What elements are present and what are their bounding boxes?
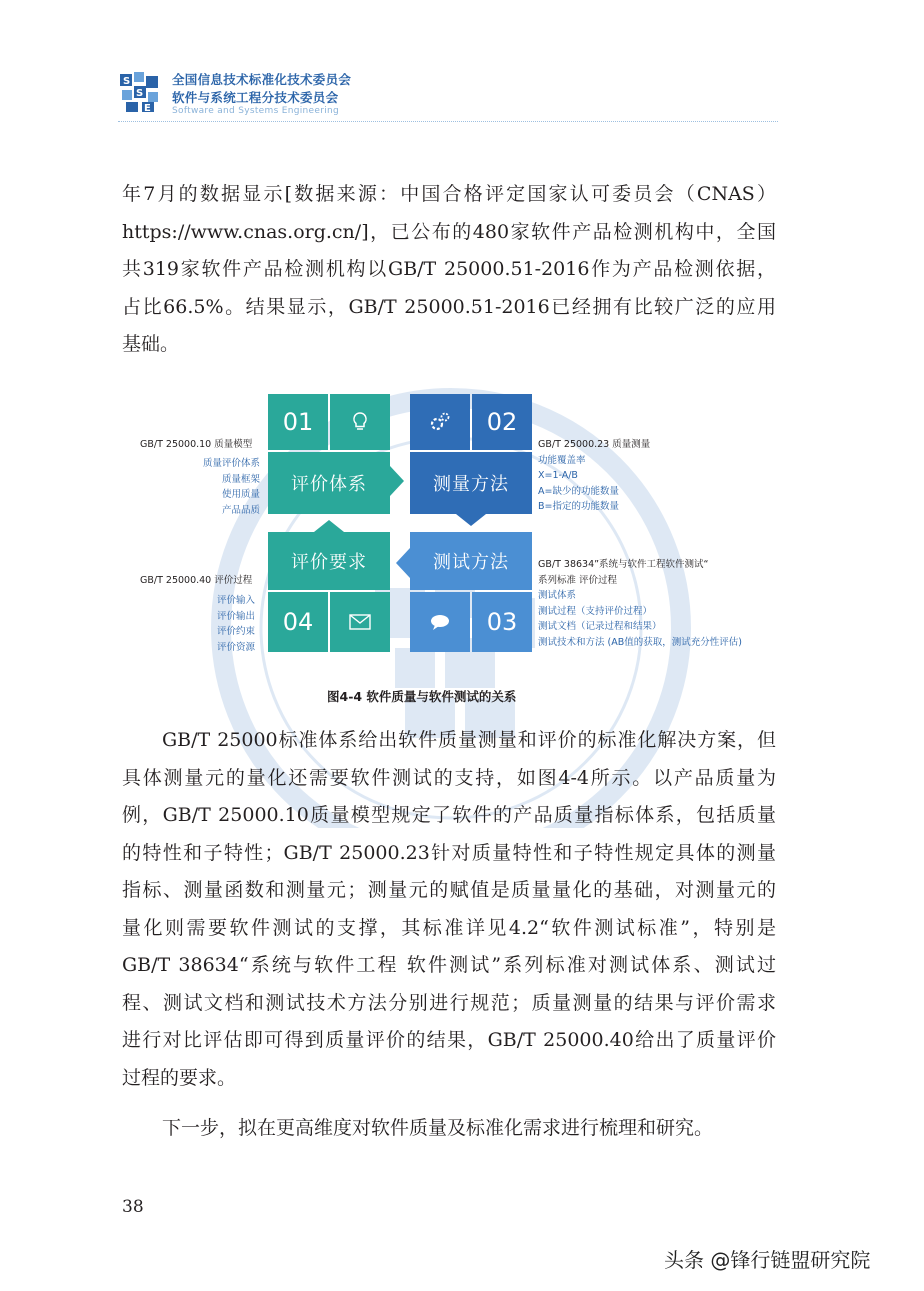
arrow-up-icon xyxy=(314,520,344,532)
paragraph-2 xyxy=(122,722,776,1097)
annotation-item: 评价资源 xyxy=(217,641,256,653)
annotation-heading: GB/T 25000.23 质量测量 xyxy=(538,439,651,450)
mail-icon xyxy=(330,592,390,652)
text-line: 指标、测量函数和测量元；测量元的赋值是质量量化的基础，对测量元的 xyxy=(122,879,776,901)
text-line: 例，GB/T 25000.10质量模型规定了软件的产品质量指标体系，包括质量 xyxy=(122,804,776,826)
tile-test-method: 测试方法 xyxy=(410,532,532,590)
figure-quality-vs-testing xyxy=(130,388,790,718)
annotation-software-testing xyxy=(538,557,742,651)
text-line: GB/T 38634“系统与软件工程 软件测试”系列标准对测试体系、测试过 xyxy=(122,954,776,976)
annotation-item: A=缺少的功能数量 xyxy=(538,485,619,497)
gear-icon xyxy=(410,394,470,450)
annotation-quality-model xyxy=(140,437,252,453)
annotation-item: 功能覆盖率 xyxy=(538,454,586,466)
annotation-heading: GB/T 38634”系统与软件工程软件测试“ xyxy=(538,559,709,570)
tile-02: 02 xyxy=(472,394,532,450)
annotation-eval-process xyxy=(140,573,252,589)
text-line: 进行对比评估即可得到质量评价的结果，GB/T 25000.40给出了质量评价 xyxy=(122,1029,776,1051)
text-line: GB/T 25000标准体系给出软件质量测量和评价的标准化解决方案，但 xyxy=(162,729,776,751)
arrow-right-icon xyxy=(390,466,404,496)
annotation-item: 评价输出 xyxy=(217,610,256,622)
header-divider xyxy=(118,121,778,122)
figure-caption: 图4-4 软件质量与软件测试的关系 xyxy=(327,689,517,704)
annotation-item: 测试技术和方法 (AB值的获取，测试充分性评估) xyxy=(538,636,742,648)
svg-text:S: S xyxy=(123,76,131,87)
annotation-item: B=指定的功能数量 xyxy=(538,501,619,513)
text-line: 过程的要求。 xyxy=(122,1066,237,1089)
annotation-heading: 系列标准 评价过程 xyxy=(538,574,618,586)
lightbulb-icon xyxy=(330,394,390,450)
text-line: 年7月的数据显示[数据来源：中国合格评定国家认可委员会（CNAS） xyxy=(122,183,776,205)
tile-04: 04 xyxy=(268,592,328,652)
annotation-item: 测试过程（支持评价过程） xyxy=(538,605,653,617)
arrow-down-icon xyxy=(456,514,486,526)
arrow-left-icon xyxy=(396,548,410,578)
annotation-heading: GB/T 25000.10 质量模型 xyxy=(140,439,253,450)
text-line: 具体测量元的量化还需要软件测试的支持，如图4-4所示。以产品质量为 xyxy=(122,766,776,789)
text-line: 基础。 xyxy=(122,333,180,355)
annotation-item: 质量评价体系 xyxy=(202,458,260,469)
page-number: 38 xyxy=(122,1197,144,1217)
tile-eval-require: 评价要求 xyxy=(268,532,390,590)
annotation-item: 评价输入 xyxy=(217,595,256,606)
annotation-heading: GB/T 25000.40 评价过程 xyxy=(140,575,253,586)
text-line: 程、测试文档和测试技术方法分别进行规范；质量测量的结果与评价需求 xyxy=(122,991,776,1014)
annotation-quality-measure xyxy=(538,437,650,515)
text-line: https://www.cnas.org.cn/]，已公布的480家软件产品检测机构中，全国 xyxy=(122,220,776,243)
org-name-line2: 软件与系统工程分技术委员会 xyxy=(172,90,339,105)
tile-01: 01 xyxy=(268,394,328,450)
text-line: 占比66.5%。结果显示，GB/T 25000.51-2016已经拥有比较广泛的应用 xyxy=(122,295,776,318)
tile-03: 03 xyxy=(472,592,532,652)
annotation-item: X=1-A/B xyxy=(538,470,578,482)
annotation-item: 产品品质 xyxy=(221,504,260,516)
annotation-item: 测试体系 xyxy=(538,590,577,602)
paragraph-3 xyxy=(122,1110,776,1148)
annotation-quality-model-items xyxy=(170,456,260,518)
sse-logo-icon xyxy=(118,70,162,114)
tile-eval-system: 评价体系 xyxy=(268,452,390,514)
paragraph-1 xyxy=(122,176,776,364)
annotation-item: 测试文档（记录过程和结果） xyxy=(538,621,662,633)
tile-measure-method: 测量方法 xyxy=(410,452,532,514)
org-name-line1: 全国信息技术标准化技术委员会 xyxy=(172,72,352,87)
source-watermark: 头条 @锋行链盟研究院 xyxy=(664,1248,871,1272)
text-line: 下一步，拟在更高维度对软件质量及标准化需求进行梳理和研究。 xyxy=(162,1117,714,1139)
annotation-eval-process-items xyxy=(217,593,255,655)
text-line: 共319家软件产品检测机构以GB/T 25000.51-2016作为产品检测依据， xyxy=(122,258,776,280)
text-line: 的特性和子特性；GB/T 25000.23针对质量特性和子特性规定具体的测量 xyxy=(122,841,776,864)
annotation-item: 评价约束 xyxy=(217,626,256,638)
annotation-item: 使用质量 xyxy=(221,489,260,501)
svg-text:S: S xyxy=(136,88,144,99)
page-header xyxy=(118,68,778,122)
text-line: 量化则需要软件测试的支撑，其标准详见4.2“软件测试标准”，特别是 xyxy=(122,916,776,939)
chat-icon xyxy=(410,592,470,652)
org-name-english: Software and Systems Engineering xyxy=(172,106,340,116)
svg-text:E: E xyxy=(144,103,151,114)
annotation-item: 质量框架 xyxy=(221,473,260,485)
